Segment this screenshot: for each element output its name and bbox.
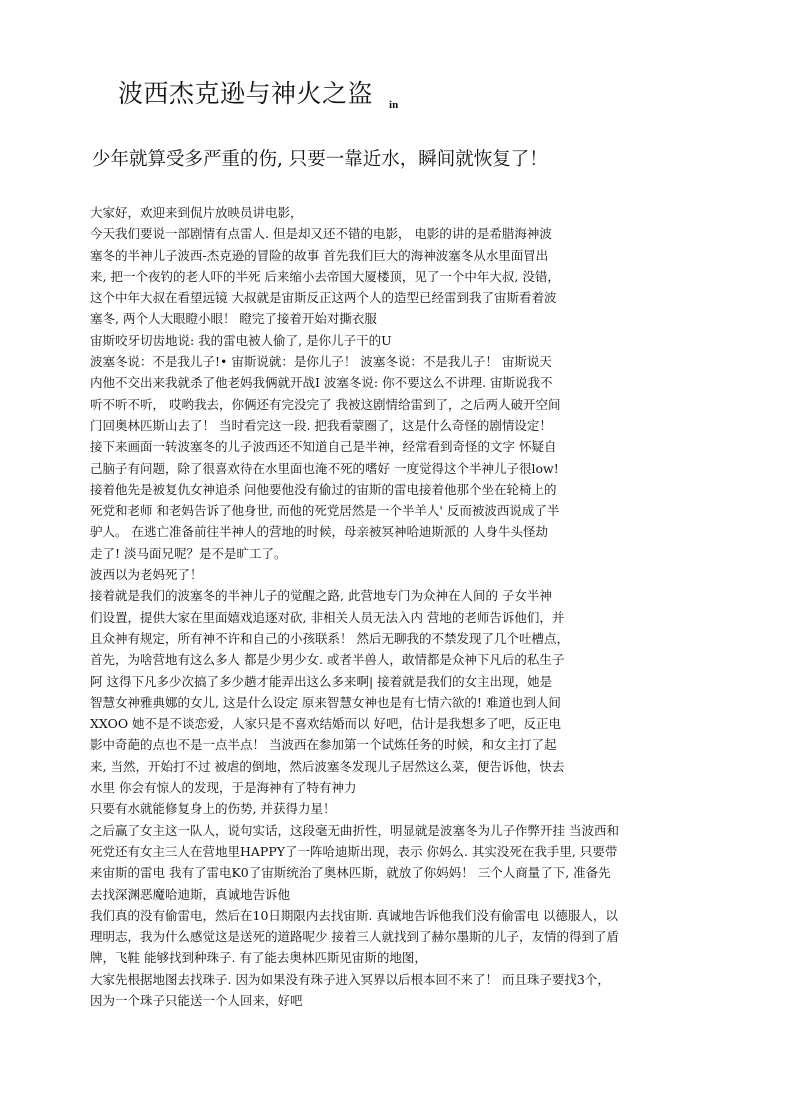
- body-line: 大家好，欢迎来到侃片放映员讲电影，: [90, 205, 303, 220]
- document-title: [118, 74, 398, 111]
- body-line: 因为一个珠子只能送一个人回来，好吧: [90, 992, 303, 1008]
- body-line: 水里 你会有惊人的发现，于是海神有了特有神力: [90, 780, 357, 796]
- body-line: 内他不交出来我就杀了他老妈我俩就开战I 波塞冬说: 你不要这么不讲理. 宙斯说我不: [90, 375, 553, 391]
- document-body: [90, 202, 710, 1011]
- body-line: 且众神有规定，所有神不许和自己的小孩联系！ 然后无聊我的不禁发现了几个吐槽点，: [90, 630, 569, 646]
- body-line: 驴人。 在逃亡准备前往半神人的营地的时候，母亲被冥神哈迪斯派的 人身牛头怪劫: [90, 524, 548, 540]
- body-line: 走了! 淡马面兄呢？是不是旷工了。: [90, 545, 287, 561]
- body-line: 阿 这得下凡多少次搞了多少趟才能弄出这么多来啊| 接着就是我们的女主出现，她是: [90, 673, 553, 689]
- body-line: 死党和老师 和老妈告诉了他身世, 而他的死党居然是一个半羊人' 反而被波西说成了半: [90, 503, 560, 519]
- body-line: 今天我们要说一部剧情有点雷人. 但是却又还不错的电影， 电影的讲的是希腊海神波: [90, 226, 552, 242]
- body-line: 宙斯咬牙切齿地说: 我的雷电被人偷了, 是你儿子干的U: [90, 332, 392, 348]
- body-line: 只要有水就能修复身上的伤势, 并获得力星！: [90, 801, 336, 817]
- body-line: 接下来画面一转波塞冬的儿子波西还不知道自己是半神，经常看到奇怪的文字 怀疑自: [90, 439, 557, 455]
- body-line: 来宙斯的雷电 我有了雷电K0了宙斯统治了奥林匹斯，就放了你妈妈！ 三个人商量了下, 准备先: [90, 865, 611, 881]
- body-line: 首先，为啥营地有这么多人 都是少男少女. 或者半兽人，敢情都是众神下凡后的私生子: [90, 652, 565, 668]
- body-line: 之后赢了女主这一队人，说句实话，这段毫无曲折性，明显就是波塞冬为儿子作弊开挂 当波西和: [90, 822, 619, 838]
- title-tag: in: [389, 99, 399, 111]
- document-subtitle: 少年就算受多严重的伤, 只要一靠近水，瞬间就恢复了！: [92, 149, 548, 170]
- body-line: 去找深渊恶魔哈迪斯，真诚地告诉他: [90, 886, 291, 902]
- body-line: 听不听不听， 哎哟我去，你俩还有完没完了 我被这剧情给雷到了，之后两人破开空间: [90, 396, 561, 412]
- body-line: 接着就是我们的波塞冬的半神儿子的觉醒之路, 此营地专门为众神在人间的 子女半神: [90, 588, 552, 604]
- body-line: 这个中年大叔在看望远镜 大叔就是宙斯反正这两个人的造型已经雷到我了宙斯看着波: [90, 290, 557, 306]
- body-line: 塞冬, 两个人大眼瞪小眼！ 瞪完了接着开始对撕衣服: [90, 311, 377, 327]
- body-line: 接着他先是被复仇女神追杀 问他要他没有偷过的宙斯的雷电接着他那个坐在轮椅上的: [90, 481, 557, 497]
- body-line: 理明志，我为什么感觉这是送死的道路呢少 接着三人就找到了赫尔墨斯的儿子，友情的得到了盾: [90, 929, 619, 945]
- body-line: 波塞冬说：不是我儿子!• 宙斯说就：是你儿子！ 波塞冬说：不是我儿子！ 宙斯说天: [90, 354, 552, 370]
- body-line: 己脑子有问题，除了很喜欢待在水里面也淹不死的嗜好 一度觉得这个半神儿子很low!: [90, 460, 559, 476]
- body-line: 来, 当然，开始打不过 被虐的倒地，然后波塞冬发现儿子居然这么菜，便告诉他，快去: [90, 758, 565, 774]
- body-line: XXOO 她不是不谈恋爱，人家只是不喜欢结婚而以 好吧，估计是我想多了吧，反正电: [90, 716, 562, 732]
- body-line: 波西以为老妈死了！: [90, 567, 203, 583]
- body-line: 大家先根据地图去找珠子. 因为如果没有珠子进入冥界以后根本回不来了！ 而且珠子要找3个，: [90, 971, 610, 987]
- body-line: 死党还有女主三人在营地里HAPPY了一阵哈迪斯出现，表示 你妈么. 其实没死在我手里, 只要带: [90, 843, 618, 859]
- body-line: 塞冬的半神儿子波西-杰克逊的冒险的故事 首先我们巨大的海神波塞冬从水里面冒出: [90, 247, 549, 263]
- body-line: 来, 把一个夜钓的老人吓的半死 后来缩小去帝国大厦楼顶，见了一个中年大叔, 没错，: [90, 268, 560, 284]
- body-line: 门回奥林匹斯山去了！ 当时看完这一段. 把我看蒙圈了，这是什么奇怪的剧情设定！: [90, 417, 552, 433]
- document-title-text: 波西杰克逊与神火之盗: [118, 79, 374, 108]
- body-line: 影中奇葩的点也不是一点半点！ 当波西在参加第一个试炼任务的时候，和女主打了起: [90, 737, 557, 753]
- body-line: 们设置，提供大家在里面嬉戏追逐对砍, 非相关人员无法入内 营地的老师告诉他们，并: [90, 609, 565, 625]
- body-line: 智慧女神雅典娜的女儿, 这是什么设定 原来智慧女神也是有七情六欲的! 难道也到人间: [90, 694, 561, 710]
- body-line: 牌，飞鞋 能够找到种珠子. 有了能去奥林匹斯见宙斯的地图，: [90, 950, 427, 966]
- body-line: 我们真的没有偷雷电，然后在10日期限内去找宙斯. 真诚地告诉他我们没有偷雷电 以德服人，以: [90, 907, 618, 923]
